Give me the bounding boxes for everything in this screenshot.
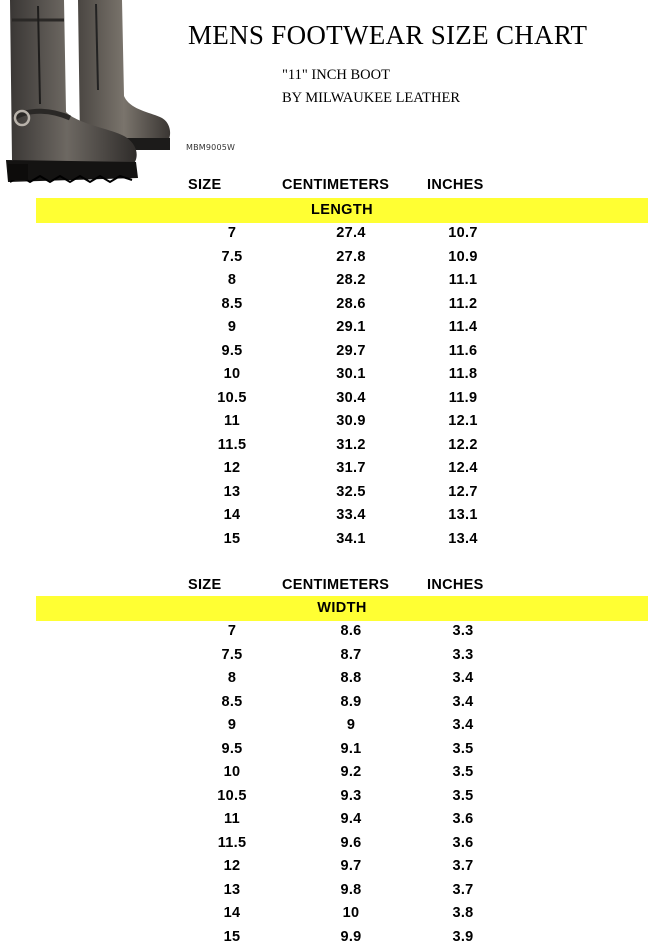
centimeters-cell: 28.6 [301, 293, 401, 317]
size-cell: 10.5 [182, 785, 282, 809]
inches-cell: 3.5 [413, 785, 513, 809]
size-cell: 10 [182, 761, 282, 785]
table-row [0, 316, 652, 340]
inches-cell: 3.8 [413, 902, 513, 926]
inches-cell: 10.9 [413, 246, 513, 270]
table-row [0, 293, 652, 317]
centimeters-cell: 8.6 [301, 620, 401, 644]
centimeters-cell: 27.8 [301, 246, 401, 270]
size-cell: 7 [182, 620, 282, 644]
centimeters-cell: 9.9 [301, 926, 401, 949]
size-cell: 9.5 [182, 738, 282, 762]
centimeters-cell: 27.4 [301, 222, 401, 246]
size-cell: 7.5 [182, 246, 282, 270]
centimeters-cell: 8.8 [301, 667, 401, 691]
centimeters-cell: 9.2 [301, 761, 401, 785]
inches-cell: 3.5 [413, 761, 513, 785]
centimeters-column-header: CENTIMETERS [282, 577, 389, 593]
length-column-headers [0, 175, 652, 195]
centimeters-cell: 8.9 [301, 691, 401, 715]
centimeters-cell: 31.7 [301, 457, 401, 481]
inches-cell: 3.3 [413, 620, 513, 644]
table-row [0, 785, 652, 809]
centimeters-cell: 8.7 [301, 644, 401, 668]
table-row [0, 855, 652, 879]
centimeters-cell: 30.9 [301, 410, 401, 434]
size-cell: 11 [182, 410, 282, 434]
inches-cell: 3.4 [413, 667, 513, 691]
table-row [0, 528, 652, 552]
table-row [0, 832, 652, 856]
inches-cell: 3.4 [413, 714, 513, 738]
brand-subtitle: BY MILWAUKEE LEATHER [282, 90, 460, 107]
table-row [0, 387, 652, 411]
centimeters-cell: 9.4 [301, 808, 401, 832]
size-cell: 13 [182, 481, 282, 505]
inches-cell: 12.7 [413, 481, 513, 505]
table-row [0, 246, 652, 270]
centimeters-cell: 32.5 [301, 481, 401, 505]
centimeters-cell: 9 [301, 714, 401, 738]
size-cell: 9 [182, 316, 282, 340]
size-cell: 9 [182, 714, 282, 738]
width-table [0, 620, 652, 949]
size-cell: 11 [182, 808, 282, 832]
centimeters-cell: 9.1 [301, 738, 401, 762]
table-row [0, 434, 652, 458]
inches-column-header: INCHES [427, 177, 484, 193]
inches-cell: 11.4 [413, 316, 513, 340]
centimeters-cell: 30.4 [301, 387, 401, 411]
inches-cell: 3.4 [413, 691, 513, 715]
centimeters-cell: 31.2 [301, 434, 401, 458]
centimeters-cell: 9.6 [301, 832, 401, 856]
table-row [0, 714, 652, 738]
length-table [0, 222, 652, 551]
table-row [0, 363, 652, 387]
size-cell: 8 [182, 269, 282, 293]
size-cell: 15 [182, 926, 282, 949]
table-row [0, 644, 652, 668]
size-cell: 15 [182, 528, 282, 552]
centimeters-cell: 9.3 [301, 785, 401, 809]
width-section-band: WIDTH [36, 596, 648, 621]
table-row [0, 222, 652, 246]
boot-height-subtitle: "11" INCH BOOT [282, 67, 390, 84]
inches-cell: 11.6 [413, 340, 513, 364]
centimeters-cell: 29.7 [301, 340, 401, 364]
size-cell: 8 [182, 667, 282, 691]
inches-cell: 3.9 [413, 926, 513, 949]
table-row [0, 738, 652, 762]
page-title: MENS FOOTWEAR SIZE CHART [188, 20, 587, 51]
size-cell: 9.5 [182, 340, 282, 364]
table-row [0, 269, 652, 293]
centimeters-cell: 33.4 [301, 504, 401, 528]
table-row [0, 410, 652, 434]
length-section-band: LENGTH [36, 198, 648, 223]
centimeters-cell: 29.1 [301, 316, 401, 340]
centimeters-cell: 34.1 [301, 528, 401, 552]
size-column-header: SIZE [188, 177, 221, 193]
size-cell: 8.5 [182, 293, 282, 317]
table-row [0, 667, 652, 691]
inches-column-header: INCHES [427, 577, 484, 593]
size-cell: 10.5 [182, 387, 282, 411]
model-number: MBM9005W [186, 143, 235, 152]
centimeters-cell: 28.2 [301, 269, 401, 293]
size-column-header: SIZE [188, 577, 221, 593]
inches-cell: 11.9 [413, 387, 513, 411]
centimeters-cell: 10 [301, 902, 401, 926]
table-row [0, 926, 652, 949]
table-row [0, 902, 652, 926]
width-column-headers [0, 575, 652, 595]
size-cell: 8.5 [182, 691, 282, 715]
inches-cell: 3.5 [413, 738, 513, 762]
table-row [0, 808, 652, 832]
table-row [0, 691, 652, 715]
size-cell: 7.5 [182, 644, 282, 668]
inches-cell: 12.1 [413, 410, 513, 434]
table-row [0, 340, 652, 364]
inches-cell: 11.1 [413, 269, 513, 293]
inches-cell: 10.7 [413, 222, 513, 246]
inches-cell: 11.2 [413, 293, 513, 317]
inches-cell: 13.4 [413, 528, 513, 552]
inches-cell: 3.7 [413, 879, 513, 903]
size-cell: 12 [182, 855, 282, 879]
boot-product-image [0, 0, 175, 190]
inches-cell: 3.3 [413, 644, 513, 668]
centimeters-cell: 30.1 [301, 363, 401, 387]
size-cell: 11.5 [182, 832, 282, 856]
table-row [0, 457, 652, 481]
size-cell: 10 [182, 363, 282, 387]
table-row [0, 761, 652, 785]
inches-cell: 12.2 [413, 434, 513, 458]
size-cell: 13 [182, 879, 282, 903]
size-cell: 7 [182, 222, 282, 246]
inches-cell: 3.7 [413, 855, 513, 879]
inches-cell: 11.8 [413, 363, 513, 387]
inches-cell: 3.6 [413, 808, 513, 832]
table-row [0, 504, 652, 528]
size-cell: 14 [182, 504, 282, 528]
size-cell: 14 [182, 902, 282, 926]
inches-cell: 13.1 [413, 504, 513, 528]
centimeters-cell: 9.8 [301, 879, 401, 903]
inches-cell: 3.6 [413, 832, 513, 856]
size-cell: 11.5 [182, 434, 282, 458]
table-row [0, 481, 652, 505]
inches-cell: 12.4 [413, 457, 513, 481]
table-row [0, 879, 652, 903]
centimeters-cell: 9.7 [301, 855, 401, 879]
size-cell: 12 [182, 457, 282, 481]
centimeters-column-header: CENTIMETERS [282, 177, 389, 193]
table-row [0, 620, 652, 644]
